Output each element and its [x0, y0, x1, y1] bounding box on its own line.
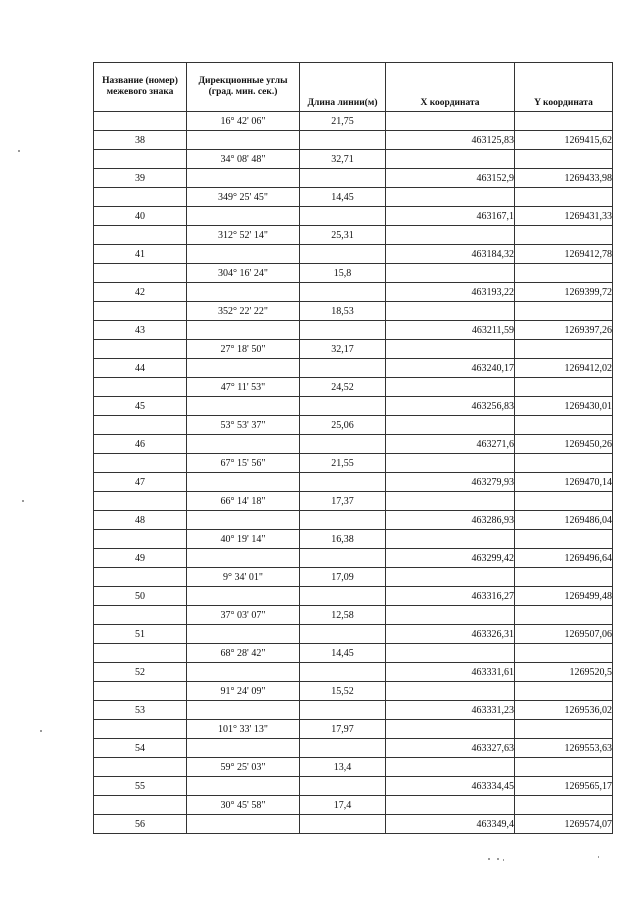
cell-line-length: 17,97	[300, 720, 386, 739]
cell-y-coordinate: 1269565,17	[515, 777, 613, 796]
scan-dot	[18, 150, 20, 152]
cell-x-coordinate	[386, 530, 515, 549]
cell-y-coordinate	[515, 416, 613, 435]
cell-x-coordinate: 463240,17	[386, 359, 515, 378]
cell-mark-number: 49	[94, 549, 187, 568]
cell-mark-number: 39	[94, 169, 187, 188]
cell-x-coordinate	[386, 340, 515, 359]
cell-x-coordinate	[386, 758, 515, 777]
cell-direction-angle: 91° 24' 09"	[187, 682, 300, 701]
cell-line-length	[300, 701, 386, 720]
cell-y-coordinate: 1269397,26	[515, 321, 613, 340]
scan-dot	[40, 730, 42, 732]
table-row	[94, 739, 613, 758]
cell-line-length: 17,4	[300, 796, 386, 815]
cell-direction-angle: 40° 19' 14"	[187, 530, 300, 549]
cell-line-length: 15,8	[300, 264, 386, 283]
cell-mark-number	[94, 530, 187, 549]
cell-line-length: 14,45	[300, 644, 386, 663]
cell-x-coordinate: 463125,83	[386, 131, 515, 150]
cell-mark-number	[94, 378, 187, 397]
cell-x-coordinate	[386, 796, 515, 815]
cell-mark-number: 48	[94, 511, 187, 530]
cell-direction-angle	[187, 207, 300, 226]
table-row	[94, 777, 613, 796]
cell-line-length	[300, 245, 386, 264]
cell-mark-number: 46	[94, 435, 187, 454]
cell-direction-angle: 349° 25' 45"	[187, 188, 300, 207]
table-row	[94, 264, 613, 283]
cell-line-length: 17,09	[300, 568, 386, 587]
cell-x-coordinate: 463299,42	[386, 549, 515, 568]
cell-direction-angle	[187, 321, 300, 340]
cell-mark-number	[94, 568, 187, 587]
table-row	[94, 796, 613, 815]
cell-y-coordinate	[515, 568, 613, 587]
cell-y-coordinate	[515, 264, 613, 283]
table-row	[94, 207, 613, 226]
table-row	[94, 131, 613, 150]
cell-x-coordinate: 463349,4	[386, 815, 515, 834]
cell-direction-angle: 34° 08' 48"	[187, 150, 300, 169]
cell-y-coordinate: 1269412,02	[515, 359, 613, 378]
cell-x-coordinate	[386, 416, 515, 435]
cell-y-coordinate: 1269486,04	[515, 511, 613, 530]
cell-direction-angle: 304° 16' 24"	[187, 264, 300, 283]
cell-x-coordinate: 463334,45	[386, 777, 515, 796]
cell-mark-number: 56	[94, 815, 187, 834]
table-row	[94, 340, 613, 359]
cell-mark-number	[94, 264, 187, 283]
table-row	[94, 511, 613, 530]
table-row	[94, 530, 613, 549]
table-row	[94, 226, 613, 245]
cell-line-length	[300, 435, 386, 454]
table-row	[94, 188, 613, 207]
cell-line-length: 25,06	[300, 416, 386, 435]
cell-mark-number	[94, 302, 187, 321]
cell-y-coordinate	[515, 188, 613, 207]
table-row	[94, 682, 613, 701]
cell-direction-angle: 101° 33' 13"	[187, 720, 300, 739]
cell-mark-number	[94, 492, 187, 511]
cell-x-coordinate: 463152,9	[386, 169, 515, 188]
cell-y-coordinate: 1269499,48	[515, 587, 613, 606]
cell-direction-angle: 352° 22' 22"	[187, 302, 300, 321]
cell-x-coordinate: 463271,6	[386, 435, 515, 454]
cell-direction-angle: 53° 53' 37"	[187, 416, 300, 435]
cell-mark-number: 47	[94, 473, 187, 492]
cell-direction-angle	[187, 169, 300, 188]
cell-direction-angle: 59° 25' 03"	[187, 758, 300, 777]
cell-line-length	[300, 359, 386, 378]
cell-y-coordinate	[515, 606, 613, 625]
table-row	[94, 435, 613, 454]
cell-y-coordinate: 1269431,33	[515, 207, 613, 226]
cell-y-coordinate: 1269450,26	[515, 435, 613, 454]
cell-mark-number	[94, 188, 187, 207]
cell-y-coordinate: 1269507,06	[515, 625, 613, 644]
cell-y-coordinate	[515, 302, 613, 321]
header-boundary-mark-name: Название (номер) межевого знака	[94, 63, 187, 112]
cell-direction-angle: 67° 15' 56"	[187, 454, 300, 473]
cell-x-coordinate: 463331,23	[386, 701, 515, 720]
cell-line-length: 24,52	[300, 378, 386, 397]
cell-y-coordinate	[515, 530, 613, 549]
cell-line-length: 21,75	[300, 112, 386, 131]
cell-line-length	[300, 473, 386, 492]
cell-x-coordinate: 463326,31	[386, 625, 515, 644]
table-row	[94, 416, 613, 435]
cell-direction-angle	[187, 663, 300, 682]
cell-direction-angle: 312° 52' 14"	[187, 226, 300, 245]
cell-direction-angle	[187, 473, 300, 492]
table-row	[94, 169, 613, 188]
cell-mark-number: 50	[94, 587, 187, 606]
table-row	[94, 359, 613, 378]
cell-line-length	[300, 283, 386, 302]
table-row	[94, 473, 613, 492]
header-y-coordinate: Y координата	[515, 63, 613, 112]
cell-y-coordinate: 1269574,07	[515, 815, 613, 834]
cell-y-coordinate: 1269496,64	[515, 549, 613, 568]
table-row	[94, 587, 613, 606]
cell-direction-angle	[187, 701, 300, 720]
cell-x-coordinate	[386, 188, 515, 207]
cell-direction-angle	[187, 625, 300, 644]
cell-line-length	[300, 169, 386, 188]
cell-direction-angle	[187, 587, 300, 606]
cell-direction-angle: 16° 42' 06"	[187, 112, 300, 131]
cell-line-length: 13,4	[300, 758, 386, 777]
cell-line-length: 16,38	[300, 530, 386, 549]
cell-mark-number	[94, 720, 187, 739]
table-header	[94, 63, 613, 112]
cell-line-length: 14,45	[300, 188, 386, 207]
table-row	[94, 701, 613, 720]
table-row	[94, 454, 613, 473]
cell-y-coordinate: 1269470,14	[515, 473, 613, 492]
scan-dot	[598, 856, 599, 858]
cell-x-coordinate: 463193,22	[386, 283, 515, 302]
table-row	[94, 663, 613, 682]
header-direction-angles: Дирекционные углы (град. мин. сек.)	[187, 63, 300, 112]
cell-y-coordinate	[515, 340, 613, 359]
cell-mark-number	[94, 796, 187, 815]
cell-mark-number: 54	[94, 739, 187, 758]
cell-line-length: 12,58	[300, 606, 386, 625]
scan-dot	[503, 859, 504, 861]
cell-mark-number: 43	[94, 321, 187, 340]
cell-x-coordinate	[386, 720, 515, 739]
cell-x-coordinate	[386, 492, 515, 511]
table-row	[94, 758, 613, 777]
cell-line-length: 25,31	[300, 226, 386, 245]
table-row	[94, 397, 613, 416]
cell-mark-number	[94, 226, 187, 245]
cell-mark-number	[94, 758, 187, 777]
cell-mark-number: 40	[94, 207, 187, 226]
cell-x-coordinate	[386, 454, 515, 473]
cell-mark-number	[94, 340, 187, 359]
cell-y-coordinate	[515, 758, 613, 777]
cell-direction-angle	[187, 549, 300, 568]
cell-y-coordinate	[515, 644, 613, 663]
cell-x-coordinate	[386, 264, 515, 283]
cell-mark-number: 44	[94, 359, 187, 378]
header-row	[94, 63, 613, 112]
table-row	[94, 568, 613, 587]
table-row	[94, 549, 613, 568]
cell-direction-angle: 47° 11' 53"	[187, 378, 300, 397]
table-row	[94, 112, 613, 131]
cell-mark-number: 55	[94, 777, 187, 796]
cell-line-length: 32,17	[300, 340, 386, 359]
cell-x-coordinate	[386, 378, 515, 397]
table-row	[94, 150, 613, 169]
cell-x-coordinate	[386, 568, 515, 587]
cell-y-coordinate	[515, 226, 613, 245]
cell-line-length	[300, 815, 386, 834]
cell-line-length	[300, 549, 386, 568]
table-row	[94, 378, 613, 397]
cell-x-coordinate: 463211,59	[386, 321, 515, 340]
cell-x-coordinate	[386, 606, 515, 625]
cell-y-coordinate	[515, 112, 613, 131]
cell-y-coordinate	[515, 454, 613, 473]
cell-y-coordinate: 1269536,02	[515, 701, 613, 720]
header-line-length: Длина линии(м)	[300, 63, 386, 112]
cell-direction-angle: 9° 34' 01"	[187, 568, 300, 587]
cell-y-coordinate	[515, 720, 613, 739]
coordinates-table	[93, 62, 613, 834]
cell-x-coordinate: 463316,27	[386, 587, 515, 606]
cell-line-length: 15,52	[300, 682, 386, 701]
cell-line-length	[300, 397, 386, 416]
cell-mark-number: 41	[94, 245, 187, 264]
cell-line-length	[300, 511, 386, 530]
cell-y-coordinate: 1269553,63	[515, 739, 613, 758]
cell-x-coordinate: 463279,93	[386, 473, 515, 492]
cell-x-coordinate	[386, 302, 515, 321]
cell-y-coordinate	[515, 682, 613, 701]
cell-direction-angle: 27° 18' 50"	[187, 340, 300, 359]
cell-mark-number: 51	[94, 625, 187, 644]
cell-x-coordinate	[386, 644, 515, 663]
cell-y-coordinate	[515, 492, 613, 511]
cell-direction-angle	[187, 131, 300, 150]
cell-mark-number	[94, 112, 187, 131]
cell-y-coordinate: 1269520,5	[515, 663, 613, 682]
cell-line-length	[300, 321, 386, 340]
cell-line-length	[300, 739, 386, 758]
cell-x-coordinate: 463184,32	[386, 245, 515, 264]
cell-y-coordinate: 1269412,78	[515, 245, 613, 264]
cell-mark-number	[94, 454, 187, 473]
cell-x-coordinate: 463331,61	[386, 663, 515, 682]
cell-mark-number: 45	[94, 397, 187, 416]
cell-mark-number	[94, 150, 187, 169]
cell-x-coordinate	[386, 226, 515, 245]
cell-y-coordinate: 1269433,98	[515, 169, 613, 188]
cell-line-length: 21,55	[300, 454, 386, 473]
cell-line-length	[300, 207, 386, 226]
cell-y-coordinate: 1269415,62	[515, 131, 613, 150]
cell-x-coordinate	[386, 150, 515, 169]
table-row	[94, 302, 613, 321]
cell-x-coordinate: 463167,1	[386, 207, 515, 226]
cell-mark-number: 53	[94, 701, 187, 720]
cell-x-coordinate: 463256,83	[386, 397, 515, 416]
table-row	[94, 283, 613, 302]
cell-x-coordinate: 463327,63	[386, 739, 515, 758]
table-row	[94, 606, 613, 625]
cell-mark-number: 38	[94, 131, 187, 150]
table-row	[94, 321, 613, 340]
table-row	[94, 644, 613, 663]
cell-direction-angle: 37° 03' 07"	[187, 606, 300, 625]
cell-direction-angle	[187, 397, 300, 416]
cell-x-coordinate: 463286,93	[386, 511, 515, 530]
cell-direction-angle	[187, 245, 300, 264]
cell-y-coordinate	[515, 796, 613, 815]
cell-line-length	[300, 587, 386, 606]
cell-line-length: 17,37	[300, 492, 386, 511]
table-row	[94, 815, 613, 834]
scan-dot	[497, 858, 499, 860]
cell-mark-number	[94, 416, 187, 435]
cell-mark-number	[94, 644, 187, 663]
table-row	[94, 625, 613, 644]
cell-y-coordinate: 1269399,72	[515, 283, 613, 302]
cell-x-coordinate	[386, 682, 515, 701]
cell-direction-angle: 30° 45' 58"	[187, 796, 300, 815]
cell-direction-angle	[187, 739, 300, 758]
scan-dot	[488, 858, 490, 860]
table-body	[94, 112, 613, 834]
cell-line-length	[300, 625, 386, 644]
cell-direction-angle	[187, 511, 300, 530]
cell-line-length	[300, 131, 386, 150]
table-row	[94, 720, 613, 739]
cell-line-length	[300, 663, 386, 682]
cell-direction-angle	[187, 777, 300, 796]
cell-y-coordinate: 1269430,01	[515, 397, 613, 416]
cell-direction-angle	[187, 359, 300, 378]
header-x-coordinate: X координата	[386, 63, 515, 112]
cell-direction-angle	[187, 815, 300, 834]
table-row	[94, 245, 613, 264]
cell-direction-angle: 66° 14' 18"	[187, 492, 300, 511]
cell-mark-number: 52	[94, 663, 187, 682]
cell-line-length: 32,71	[300, 150, 386, 169]
cell-x-coordinate	[386, 112, 515, 131]
cell-direction-angle: 68° 28' 42"	[187, 644, 300, 663]
cell-y-coordinate	[515, 378, 613, 397]
cell-mark-number: 42	[94, 283, 187, 302]
cell-mark-number	[94, 682, 187, 701]
cell-line-length	[300, 777, 386, 796]
table-row	[94, 492, 613, 511]
cell-mark-number	[94, 606, 187, 625]
cell-y-coordinate	[515, 150, 613, 169]
cell-direction-angle	[187, 435, 300, 454]
cell-direction-angle	[187, 283, 300, 302]
scan-dot	[22, 500, 24, 502]
cell-line-length: 18,53	[300, 302, 386, 321]
